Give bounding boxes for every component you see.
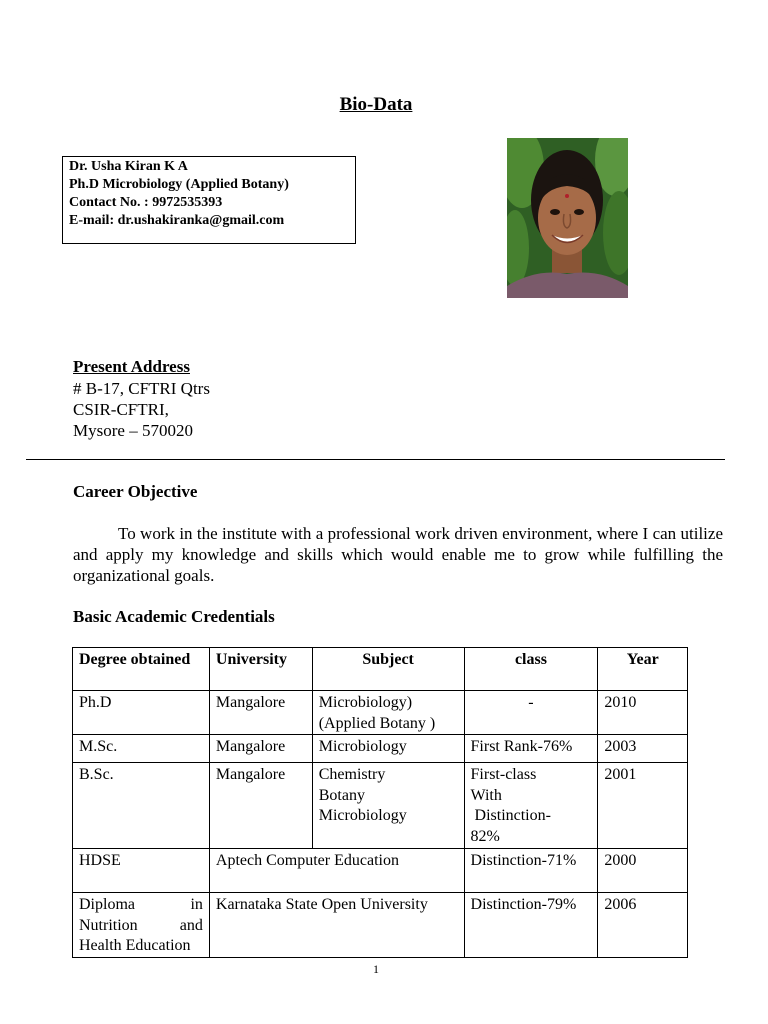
table-header-row xyxy=(73,648,688,691)
contact-phone: Contact No. : 9972535393 xyxy=(69,195,223,210)
year-cell: 2000 xyxy=(598,849,688,893)
column-header-university: University xyxy=(209,648,312,691)
degree-cell: B.Sc. xyxy=(73,763,210,849)
university-cell: Mangalore xyxy=(209,763,312,849)
career-objective-heading: Career Objective xyxy=(73,482,198,501)
address-line: Mysore – 570020 xyxy=(73,421,193,440)
degree-cell: Diploma in Nutrition and Health Education xyxy=(73,893,210,958)
table-row xyxy=(73,735,688,763)
address-block xyxy=(73,378,210,441)
table-row xyxy=(73,893,688,958)
class-cell: Distinction-71% xyxy=(464,849,598,893)
university-cell: Mangalore xyxy=(209,735,312,763)
column-header-class: class xyxy=(464,648,598,691)
class-cell: Distinction-79% xyxy=(464,893,598,958)
class-cell: First Rank-76% xyxy=(464,735,598,763)
year-cell: 2001 xyxy=(598,763,688,849)
degree-cell: M.Sc. xyxy=(73,735,210,763)
contact-qualification: Ph.D Microbiology (Applied Botany) xyxy=(69,177,289,192)
page-title: Bio-Data xyxy=(339,94,413,115)
address-line: # B-17, CFTRI Qtrs xyxy=(73,379,210,398)
table-row xyxy=(73,763,688,849)
column-header-degree: Degree obtained xyxy=(73,648,210,691)
contact-box xyxy=(62,156,356,244)
page-number: 1 xyxy=(373,962,379,976)
year-cell: 2006 xyxy=(598,893,688,958)
table-row xyxy=(73,691,688,735)
address-line: CSIR-CFTRI, xyxy=(73,400,169,419)
class-cell: - xyxy=(464,691,598,735)
degree-cell: Ph.D xyxy=(73,691,210,735)
profile-photo xyxy=(507,138,628,298)
contact-email: E-mail: dr.ushakiranka@gmail.com xyxy=(69,213,285,228)
table-row xyxy=(73,849,688,893)
address-heading: Present Address xyxy=(73,357,190,376)
contact-name: Dr. Usha Kiran K A xyxy=(69,159,188,174)
class-cell: First-class With Distinction- 82% xyxy=(464,763,598,849)
year-cell: 2010 xyxy=(598,691,688,735)
academic-credentials-table xyxy=(72,647,688,958)
university-cell: Mangalore xyxy=(209,691,312,735)
university-cell: Aptech Computer Education xyxy=(209,849,464,893)
column-header-subject: Subject xyxy=(312,648,464,691)
subject-cell: Microbiology xyxy=(312,735,464,763)
career-objective-text: To work in the institute with a professional work driven environment, where I can utilize and apply my knowledge and skills which would enable me to grow while fulfilling the organizational goals. xyxy=(73,524,723,585)
academic-credentials-heading: Basic Academic Credentials xyxy=(73,607,275,626)
university-cell: Karnataka State Open University xyxy=(209,893,464,958)
column-header-year: Year xyxy=(598,648,688,691)
subject-cell: Microbiology) (Applied Botany ) xyxy=(312,691,464,735)
horizontal-divider xyxy=(26,459,725,460)
subject-cell: Chemistry Botany Microbiology xyxy=(312,763,464,849)
year-cell: 2003 xyxy=(598,735,688,763)
degree-cell: HDSE xyxy=(73,849,210,893)
